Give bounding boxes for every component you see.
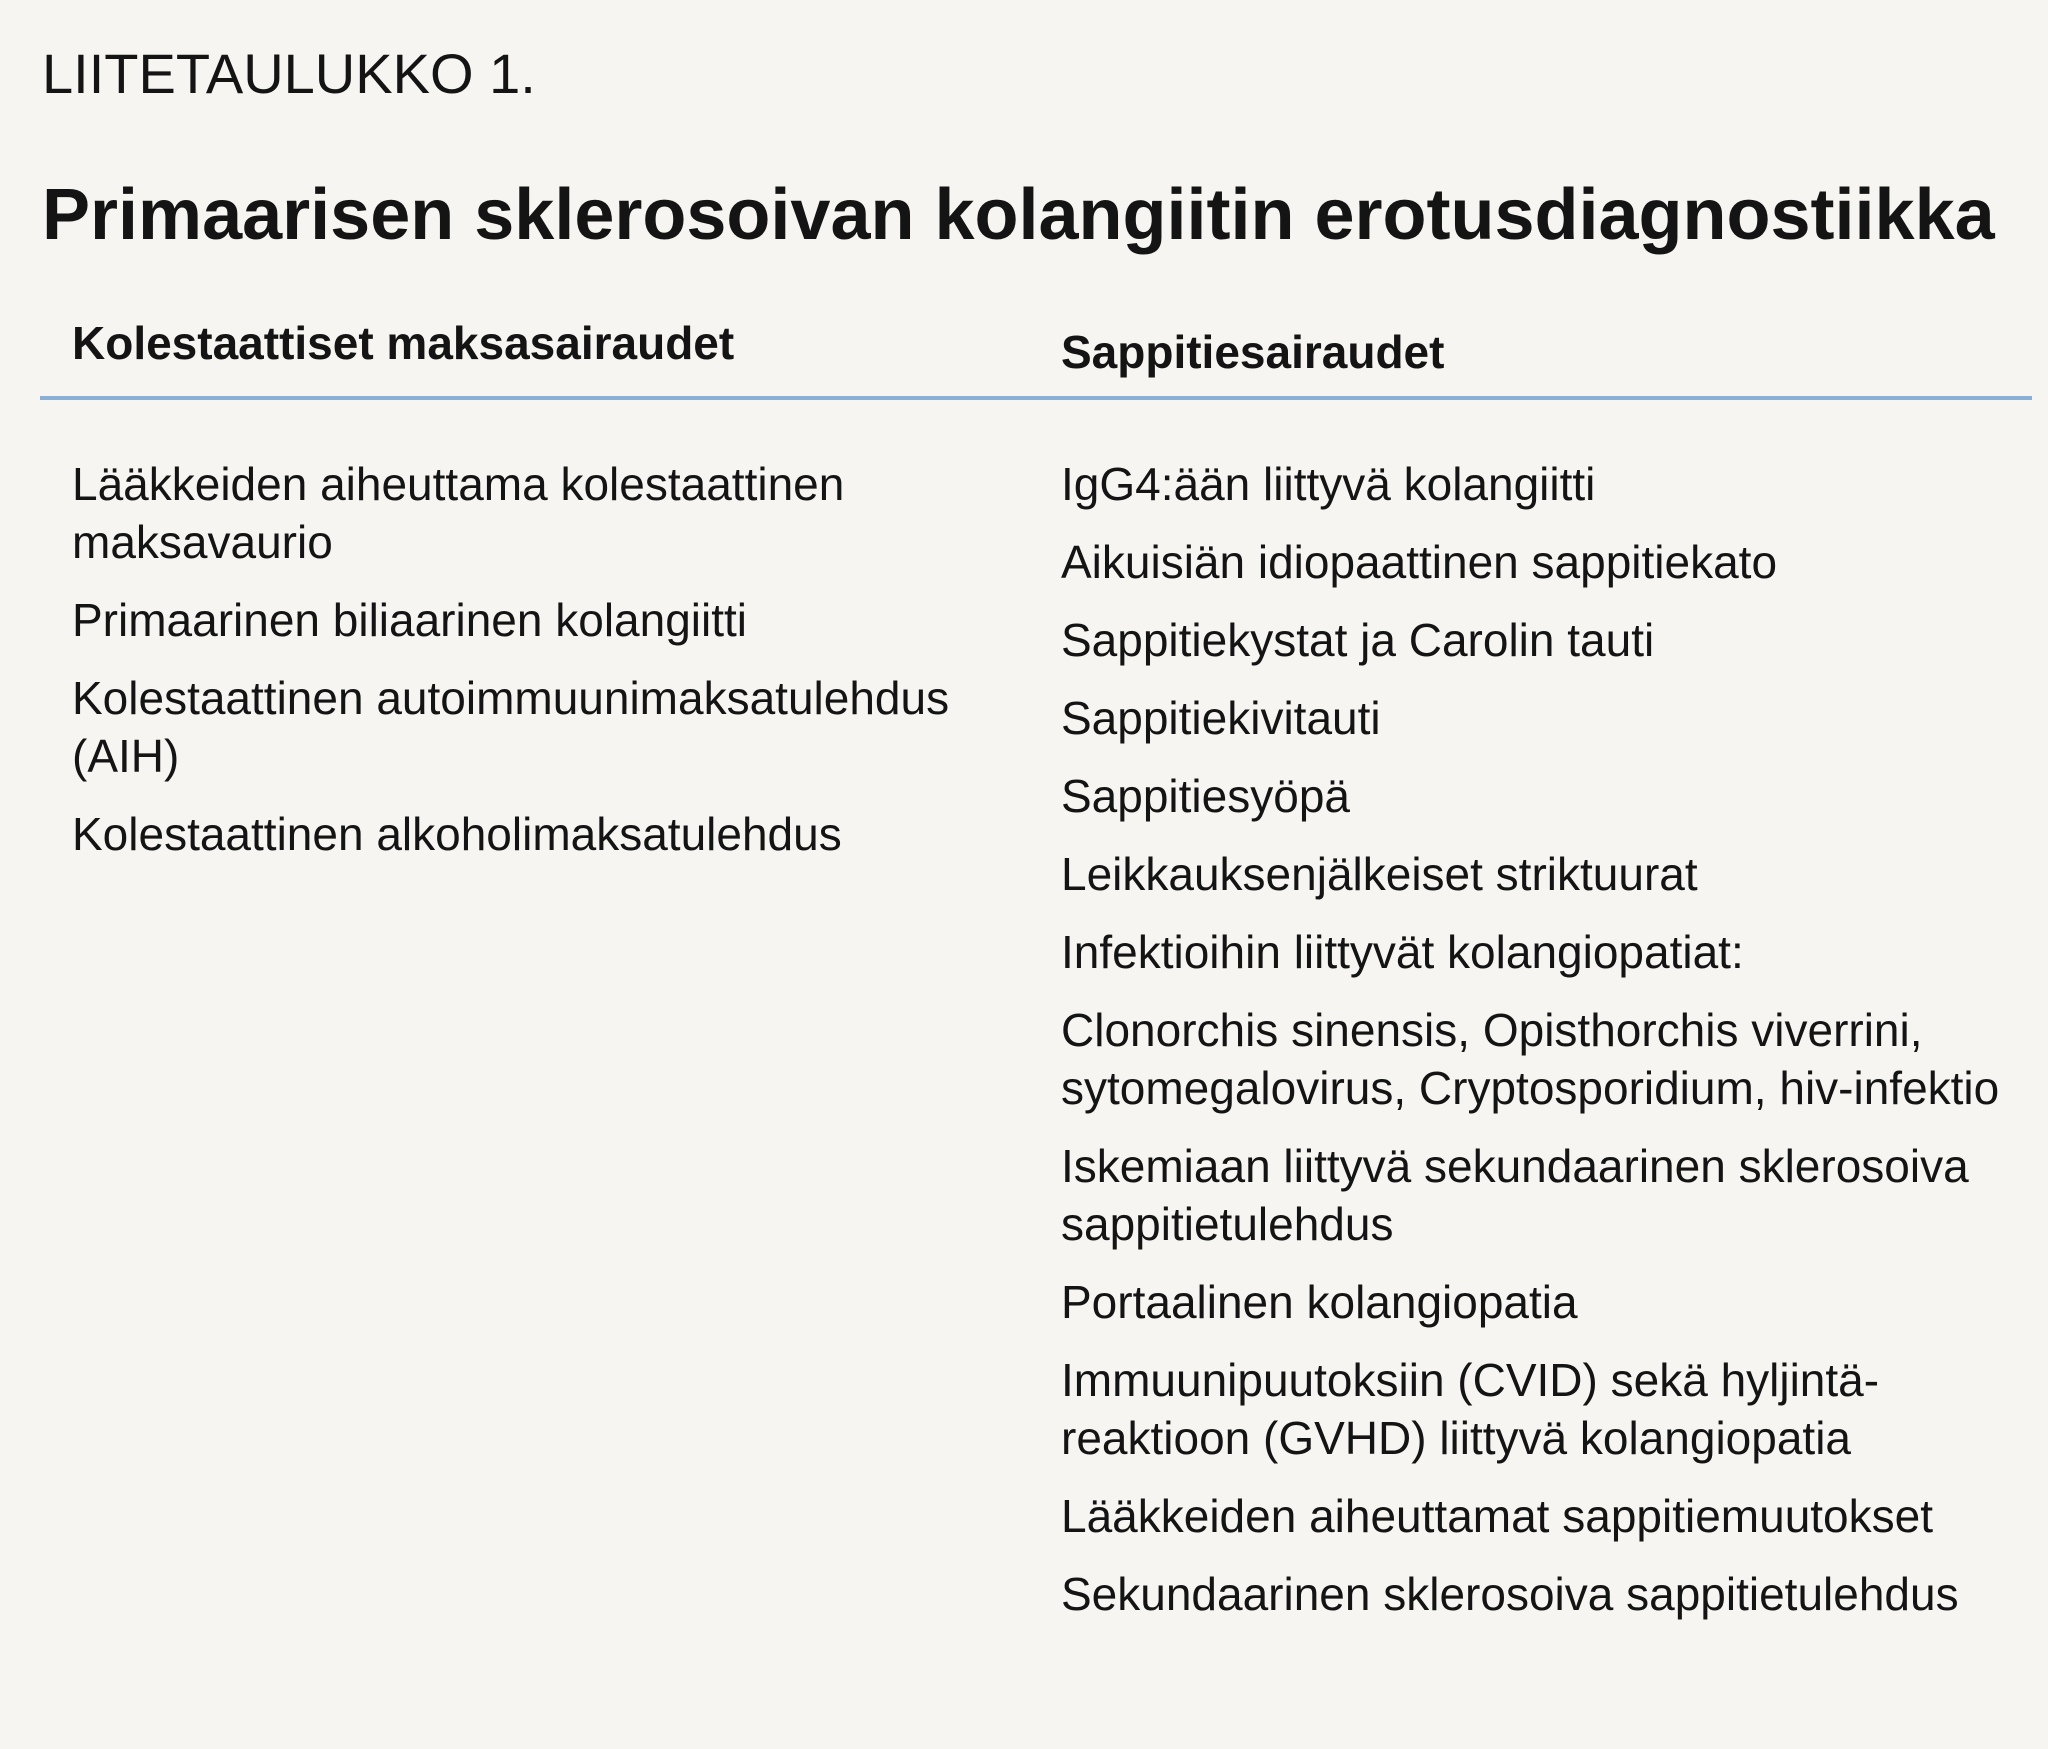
list-item: Aikuisiän idiopaattinen sappitiekato xyxy=(1061,536,1778,588)
table-label: LIITETAULUKKO 1. xyxy=(42,42,536,105)
list-item: Sappitiekivitauti xyxy=(1061,692,1381,744)
list-item: Sappitiekystat ja Carolin tauti xyxy=(1061,614,1655,666)
list-item: Infektioihin liittyvät kolangiopatiat: xyxy=(1061,926,1744,978)
list-item: Leikkauksenjälkeiset striktuurat xyxy=(1061,848,1698,900)
list-item: Portaalinen kolangiopatia xyxy=(1061,1276,1578,1328)
list-item: Sekundaarinen sklerosoiva sappitietulehdus xyxy=(1061,1568,1959,1620)
right-column-list xyxy=(1061,455,2021,1643)
list-item: Clonorchis sinensis, Opisthorchis viverrini, sytomegalovirus, Cryptosporidium, hiv-infektio xyxy=(1061,1004,2000,1114)
table-title: Primaarisen sklerosoivan kolangiitin erotusdiagnostiikka xyxy=(42,175,1995,255)
header-divider xyxy=(40,396,2032,400)
column-header-cholestatic-liver-diseases: Kolestaattiset maksasairaudet xyxy=(72,317,735,369)
list-item: Sappitiesyöpä xyxy=(1061,770,1350,822)
list-item: Iskemiaan liittyvä sekundaarinen sklerosoiva sappitietulehdus xyxy=(1061,1140,1969,1250)
column-header-biliary-diseases: Sappitiesairaudet xyxy=(1061,326,1445,378)
list-item: Lääkkeiden aiheuttama kolestaattinen maksavaurio xyxy=(72,458,845,568)
list-item: Primaarinen biliaarinen kolangiitti xyxy=(72,594,748,646)
list-item: Lääkkeiden aiheuttamat sappitiemuutokset xyxy=(1061,1490,1934,1542)
list-item: IgG4:ään liittyvä kolangiitti xyxy=(1061,458,1596,510)
left-column-list xyxy=(72,455,1012,883)
list-item: Immuunipuutoksiin (CVID) sekä hyljintä-reaktioon (GVHD) liittyvä kolangiopatia xyxy=(1061,1354,1880,1464)
list-item: Kolestaattinen alkoholimaksatulehdus xyxy=(72,808,842,860)
list-item: Kolestaattinen autoimmuunimaksatulehdus (AIH) xyxy=(72,672,950,782)
